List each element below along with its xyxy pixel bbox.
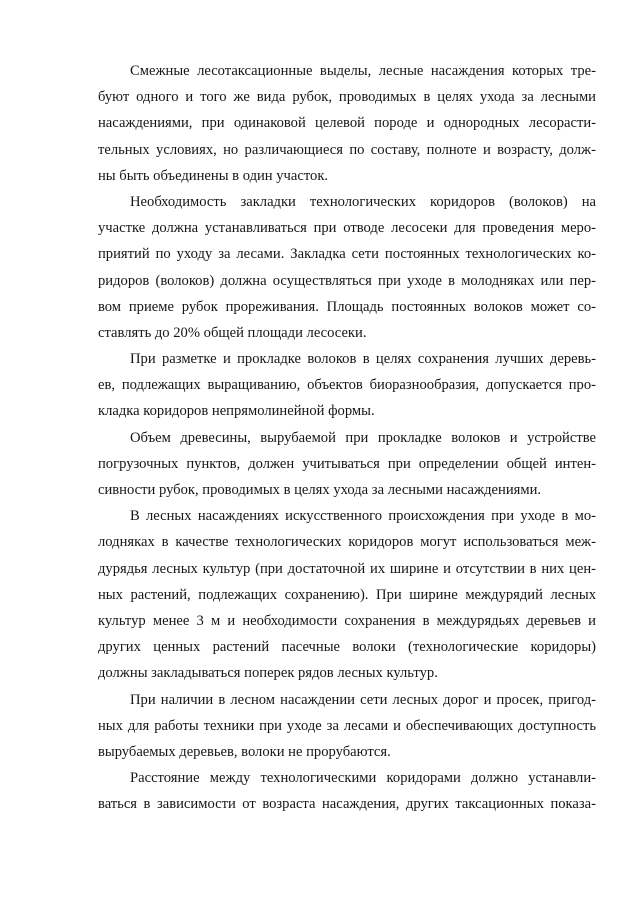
text-line: буют одного и того же вида рубок, проводимых в целях ухода за лесными <box>98 89 596 106</box>
text-line: насаждениями, при одинаковой целевой породе и однородных лесорасти- <box>98 115 596 132</box>
text-line: При разметке и прокладке волоков в целях сохранения лучших деревь- <box>130 351 596 368</box>
text-line: ев, подлежащих выращиванию, объектов биоразнообразия, допускается про- <box>98 377 596 394</box>
text-line: При наличии в лесном насаждении сети лесных дорог и просек, пригод- <box>130 691 596 708</box>
paragraph <box>98 765 596 817</box>
text-line: сивности рубок, проводимых в целях ухода за лесными насаждениями. <box>98 482 542 498</box>
paragraph <box>98 425 596 504</box>
text-line: должны закладываться поперек рядов лесных культур. <box>98 665 438 682</box>
text-line: других ценных растений пасечные волоки (технологические коридоры) <box>98 639 596 656</box>
text-line: дурядья лесных культур (при достаточной их ширине и отсутствии в них цен- <box>98 560 596 577</box>
text-line: приятий по уходу за лесами. Закладка сети постоянных технологических ко- <box>98 246 596 263</box>
text-line: ны быть объединены в один участок. <box>98 167 329 184</box>
text-line: ных растений, подлежащих сохранению). При ширине междурядий лесных <box>98 586 596 603</box>
paragraph <box>98 189 596 346</box>
paragraph <box>98 687 596 766</box>
text-line: тельных условиях, но различающиеся по составу, полноте и возрасту, долж- <box>98 141 596 158</box>
text-line: лодняках в качестве технологических коридоров могут использоваться меж- <box>98 534 596 551</box>
text-line: культур менее 3 м и необходимости сохранения в междурядьях деревьев и <box>98 612 596 629</box>
text-line: участке должна устанавливаться при отводе лесосеки для проведения меро- <box>98 220 596 237</box>
paragraph <box>98 58 596 189</box>
text-line: Необходимость закладки технологических коридоров (волоков) на <box>130 193 596 210</box>
paragraph <box>98 503 596 686</box>
text-line: ридоров (волоков) должна осуществляться при уходе в молодняках или пер- <box>98 272 596 289</box>
paragraph <box>98 346 596 425</box>
text-line: Расстояние между технологическими коридорами должно устанавли- <box>130 770 596 787</box>
text-line: вырубаемых деревьев, волоки не прорубаются. <box>98 743 391 760</box>
text-line: Смежные лесотаксационные выделы, лесные насаждения которых тре- <box>130 63 596 79</box>
text-line: погрузочных пунктов, должен учитываться при определении общей интен- <box>98 455 596 472</box>
text-line: ваться в зависимости от возраста насаждения, других таксационных показа- <box>98 796 596 813</box>
text-line: Объем древесины, вырубаемой при прокладке волоков и устройстве <box>130 429 596 446</box>
text-line: кладка коридоров непрямолинейной формы. <box>98 403 375 420</box>
document-body <box>98 58 596 817</box>
text-line: В лесных насаждениях искусственного происхождения при уходе в мо- <box>130 508 596 525</box>
text-line: ных для работы техники при уходе за лесами и обеспечивающих доступность <box>98 717 596 734</box>
text-line: ставлять до 20% общей площади лесосеки. <box>98 324 367 341</box>
text-line: вом приеме рубок прореживания. Площадь постоянных волоков может со- <box>98 298 596 315</box>
